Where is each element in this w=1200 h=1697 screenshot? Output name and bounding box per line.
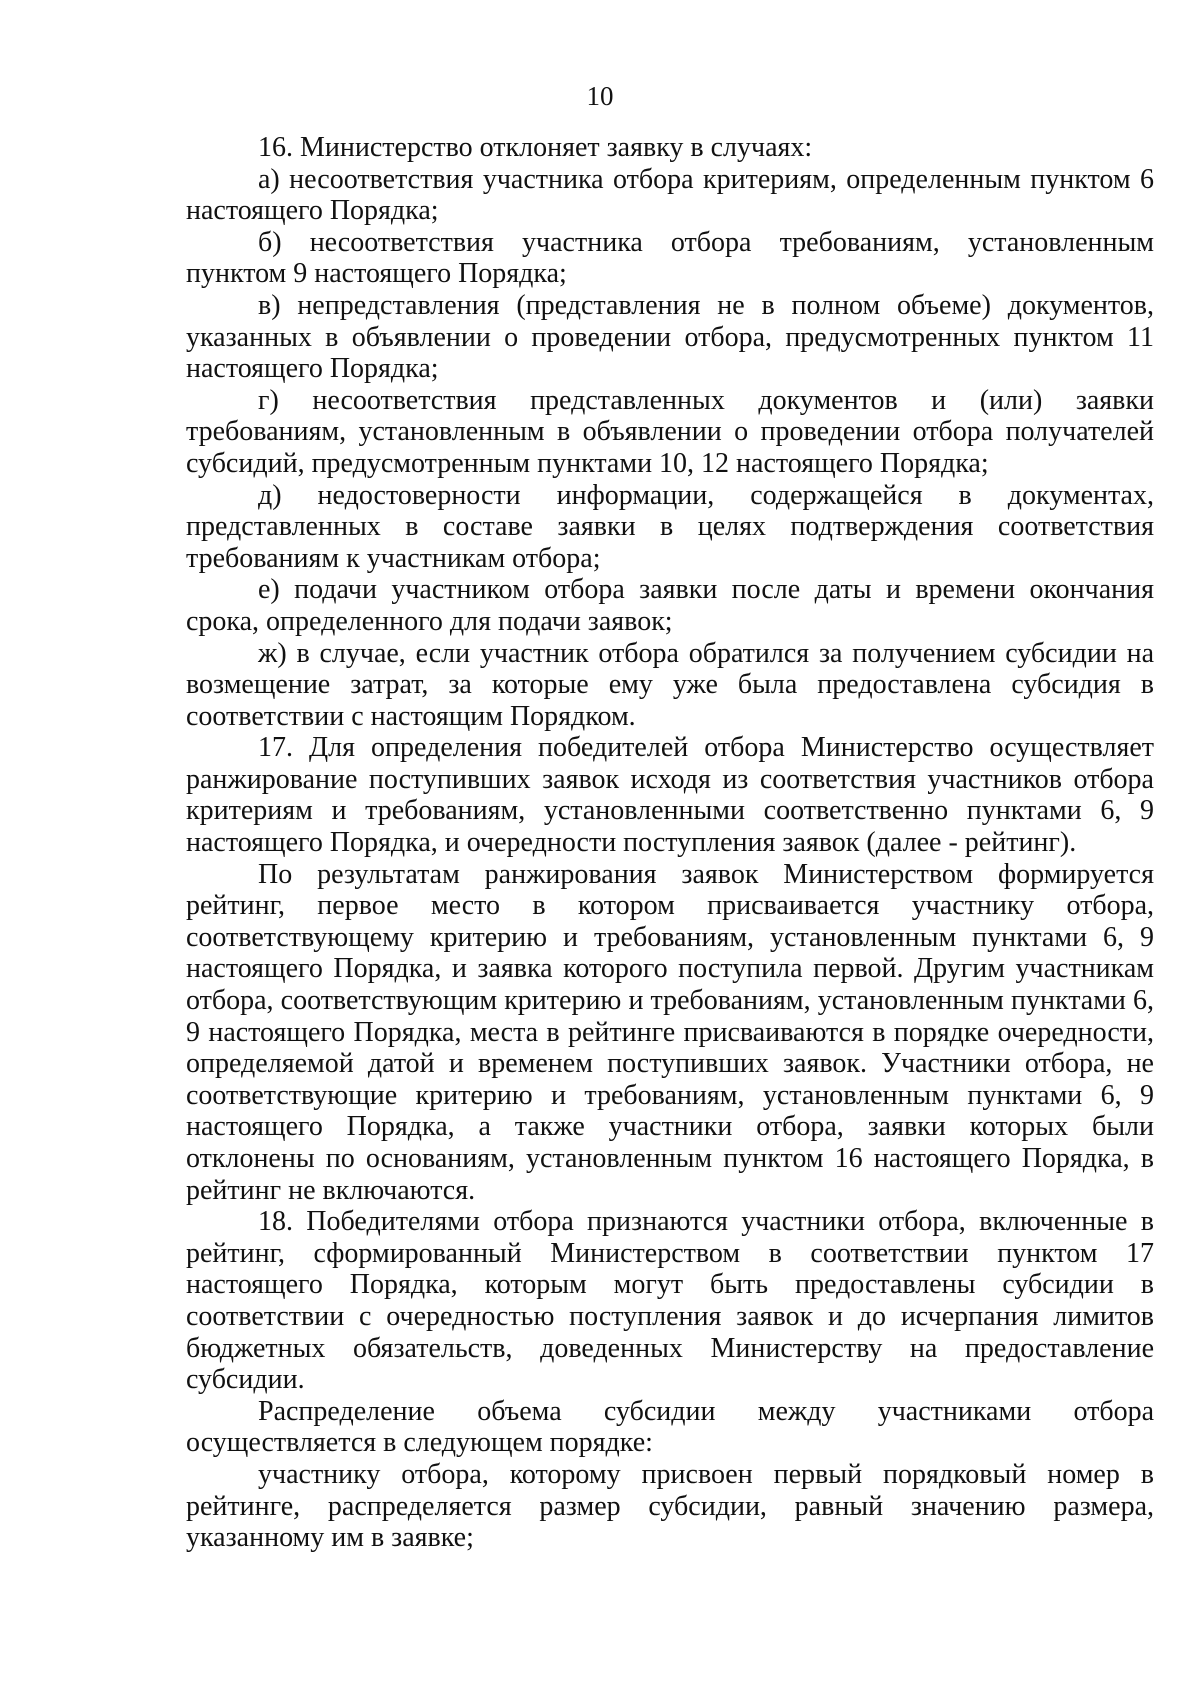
page-number: 10 (586, 81, 614, 111)
document-body (186, 132, 1154, 1554)
paragraph-16-item-e: е) подачи участником отбора заявки после даты и времени окончания срока, определенного для подачи заявок; (186, 574, 1154, 637)
paragraph-16-item-g: г) несоответствия представленных документов и (или) заявки требованиям, установленным в объявлении о проведении отбора получателей субсидий, предусмотренным пунктами 10, 12 настоящего Порядка; (186, 384, 1154, 479)
paragraph-16-item-d: д) недостоверности информации, содержащейся в документах, представленных в составе заявки в целях подтверждения соответствия требованиям к участникам отбора; (186, 479, 1154, 574)
paragraph-16-item-v: в) непредставления (представления не в полном объеме) документов, указанных в объявлении о проведении отбора, предусмотренных пунктом 11 настоящего Порядка; (186, 289, 1154, 385)
paragraph-17: 17. Для определения победителей отбора Министерство осуществляет ранжирование поступивших заявок исходя из соответствия участников отбора критериям и требованиям, установленными соответственно пунктами 6, 9 настоящего Порядка, и очередности поступления заявок (далее - рейтинг). (186, 732, 1154, 859)
paragraph-18-distribution: Распределение объема субсидии между участниками отбора осуществляется в следующем порядке: (186, 1395, 1154, 1459)
paragraph-16-item-b: б) несоответствия участника отбора требованиям, установленным пунктом 9 настоящего Порядка; (186, 226, 1154, 290)
paragraph-16-item-a: а) несоответствия участника отбора критериям, определенным пунктом 6 настоящего Порядка; (186, 163, 1154, 227)
paragraph-18: 18. Победителями отбора признаются участники отбора, включенные в рейтинг, сформированный Министерством в соответствии пунктом 17 настоящего Порядка, которым могут быть предоставлены субсидии в соответствии с очередностью поступления заявок и до исчерпания лимитов бюджетных обязательств, доведенных Министерству на предоставление субсидии. (186, 1206, 1154, 1396)
paragraph-17-ranking: По результатам ранжирования заявок Министерством формируется рейтинг, первое место в котором присваивается участнику отбора, соответствующему критерию и требованиям, установленным пунктами 6, 9 настоящего Порядка, и заявка которого поступила первой. Другим участникам отбора, соответствующим критерию и требованиям, установленным пунктами 6, 9 настоящего Порядка, места в рейтинге присваиваются в порядке очередности, определяемой датой и временем поступивших заявок. Участники отбора, не соответствующие критерию и требованиям, установленным пунктами 6, 9 настоящего Порядка, а также участники отбора, заявки которых были отклонены по основаниям, установленным пунктом 16 настоящего Порядка, в рейтинг не включаются. (186, 858, 1154, 1206)
paragraph-16-heading: 16. Министерство отклоняет заявку в случаях: (258, 132, 813, 163)
paragraph-16-item-zh: ж) в случае, если участник отбора обратился за получением субсидии на возмещение затрат, за которые ему уже была предоставлена субсидия в соответствии с настоящим Порядком. (186, 637, 1154, 732)
paragraph-18-first-place: участнику отбора, которому присвоен первый порядковый номер в рейтинге, распределяется размер субсидии, равный значению размера, указанному им в заявке; (186, 1458, 1154, 1554)
